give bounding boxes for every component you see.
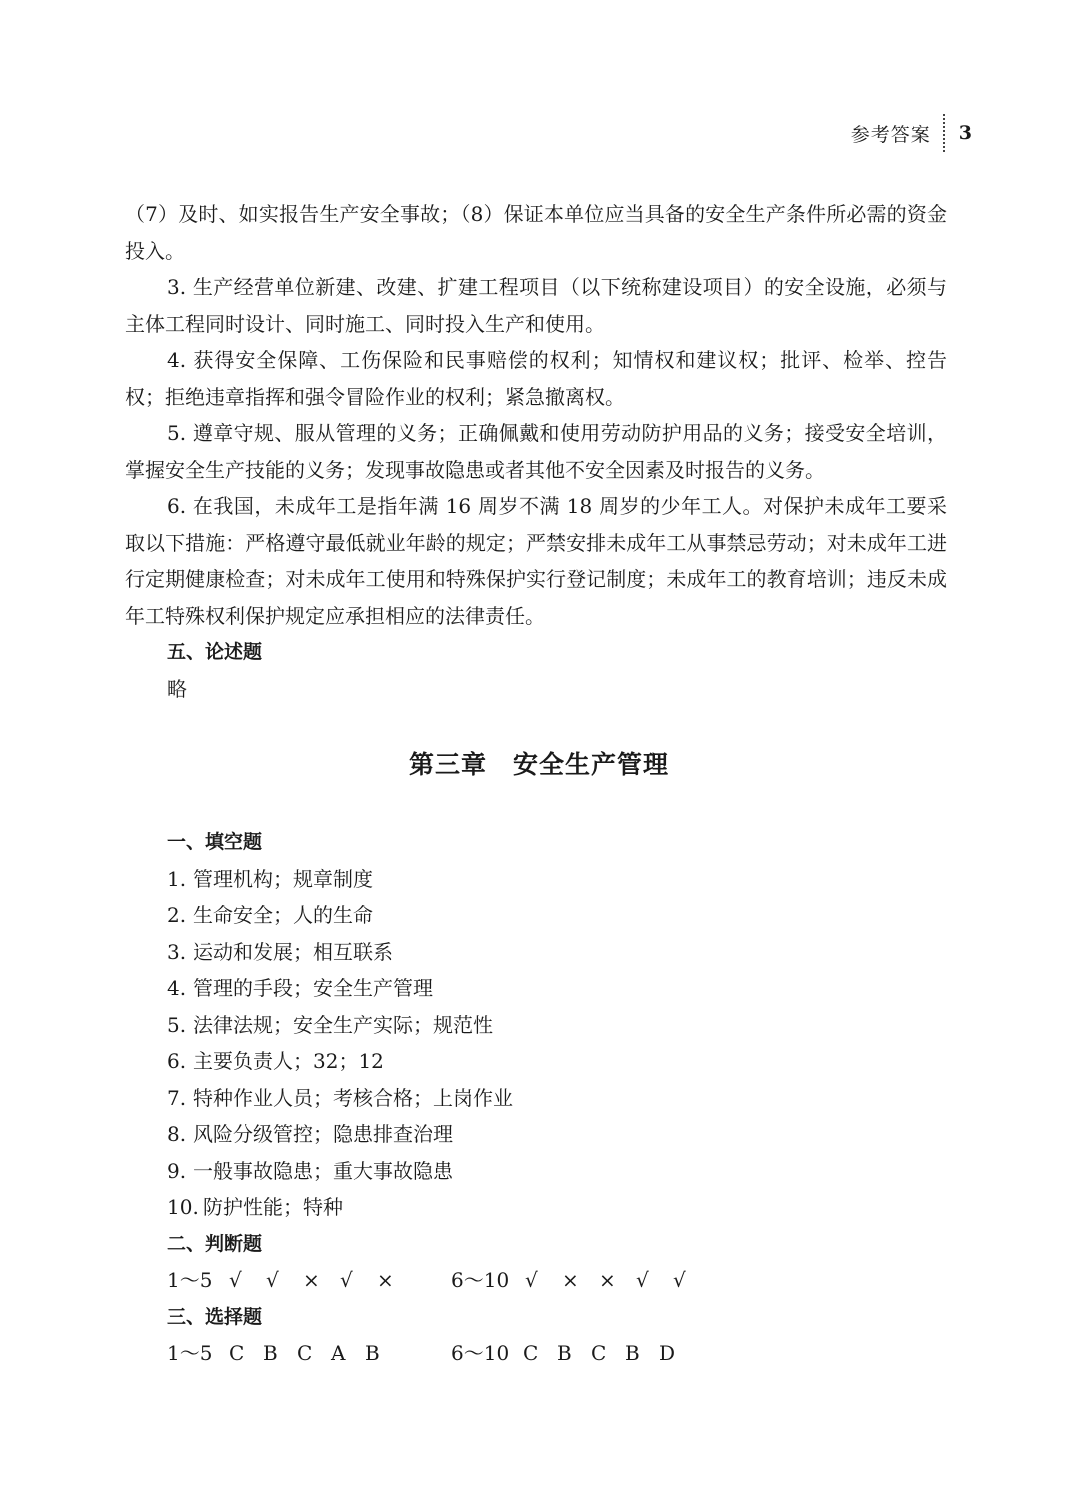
item-number: 1. <box>167 866 187 891</box>
answer-letter: B <box>365 1341 380 1365</box>
answer-row <box>167 1262 947 1299</box>
chapter3-answers <box>167 824 947 1372</box>
list-item <box>167 1007 947 1044</box>
paragraph: 5. 遵章守规、服从管理的义务；正确佩戴和使用劳动防护用品的义务；接受安全培训，掌握安全生产技能的义务；发现事故隐患或者其他不安全因素及时报告的义务。 <box>125 421 947 482</box>
answer-letter: B <box>263 1341 278 1365</box>
item-text: 法律法规；安全生产实际；规范性 <box>193 1012 493 1037</box>
list-item <box>167 861 947 898</box>
answer-letter: C <box>297 1341 313 1365</box>
paragraph: （7）及时、如实报告生产安全事故；（8）保证本单位应当具备的安全生产条件所必需的资金投入。 <box>125 202 947 263</box>
list-item <box>167 1189 947 1226</box>
answer-mark: × <box>377 1268 394 1292</box>
item-text: 防护性能；特种 <box>203 1195 343 1219</box>
header-label: 参考答案 <box>850 123 931 146</box>
answer-letter: B <box>625 1341 640 1365</box>
item-number: 6. <box>167 1049 187 1073</box>
answer-mark: √ <box>525 1268 538 1292</box>
list-item <box>167 1080 947 1117</box>
item-number: 9. <box>167 1158 187 1183</box>
item-text: 特种作业人员；考核合格；上岗作业 <box>193 1085 513 1110</box>
item-number: 2. <box>167 903 187 927</box>
list-item <box>167 1043 947 1080</box>
paragraph: 3. 生产经营单位新建、改建、扩建工程项目（以下统称建设项目）的安全设施，必须与主体工程同时设计、同时施工、同时投入生产和使用。 <box>125 275 947 336</box>
item-number: 3. <box>167 939 187 964</box>
page-number: 3 <box>958 122 972 144</box>
answer-range: 6～10 <box>451 1268 510 1292</box>
answer-letter: B <box>557 1341 572 1365</box>
section-heading: 五、论述题 <box>167 641 263 663</box>
item-text: 管理机构；规章制度 <box>193 866 373 891</box>
item-text: 运动和发展；相互联系 <box>193 939 393 964</box>
item-number: 4. <box>167 976 187 1000</box>
section-answer: 略 <box>167 676 187 701</box>
answer-range: 6～10 <box>451 1341 510 1365</box>
answer-mark: × <box>599 1268 616 1292</box>
answer-mark: × <box>303 1268 320 1292</box>
item-text: 生命安全；人的生命 <box>193 903 373 927</box>
item-text: 管理的手段；安全生产管理 <box>193 976 433 1000</box>
item-text: 一般事故隐患；重大事故隐患 <box>193 1158 453 1183</box>
answer-letter: C <box>591 1341 607 1365</box>
header-divider <box>943 114 945 152</box>
answer-mark: √ <box>673 1268 686 1292</box>
answer-letter: A <box>331 1341 346 1365</box>
item-text: 主要负责人；32；12 <box>193 1049 384 1073</box>
list-item <box>167 897 947 934</box>
chapter-number: 第三章 <box>408 750 487 779</box>
chapter-title <box>0 745 1078 781</box>
answer-group <box>451 1335 735 1372</box>
list-item <box>167 970 947 1007</box>
answer-mark: √ <box>340 1268 353 1292</box>
answer-mark: √ <box>266 1268 279 1292</box>
item-number: 7. <box>167 1085 187 1110</box>
answer-letter: C <box>523 1341 539 1365</box>
section-heading: 三、选择题 <box>167 1305 263 1328</box>
list-item <box>167 1153 947 1190</box>
section-heading: 一、填空题 <box>167 831 263 853</box>
answer-mark: × <box>562 1268 579 1292</box>
item-text: 风险分级管控；隐患排查治理 <box>193 1122 453 1146</box>
answer-group <box>167 1262 451 1299</box>
chapter-name: 安全生产管理 <box>513 750 670 779</box>
answer-group <box>451 1262 735 1299</box>
answer-letter: D <box>659 1341 676 1365</box>
answer-mark: √ <box>636 1268 649 1292</box>
section-heading: 二、判断题 <box>167 1232 263 1255</box>
list-item <box>167 1116 947 1153</box>
item-number: 5. <box>167 1012 187 1037</box>
paragraph: 6. 在我国，未成年工是指年满 16 周岁不满 18 周岁的少年工人。对保护未成年工要采取以下措施：严格遵守最低就业年龄的规定；严禁安排未成年工从事禁忌劳动；对未成年工进行定期健康检查；对未成年工使用和特殊保护实行登记制度；未成年工的教育培训；违反未成年工特殊权利保护规定应承担相应的法律责任。 <box>125 494 947 628</box>
answer-range: 1～5 <box>167 1268 213 1292</box>
paragraph: 4. 获得安全保障、工伤保险和民事赔偿的权利；知情权和建议权；批评、检举、控告权；拒绝违章指挥和强令冒险作业的权利；紧急撤离权。 <box>125 348 947 409</box>
answer-range: 1～5 <box>167 1341 213 1365</box>
list-item <box>167 934 947 971</box>
answer-row <box>167 1335 947 1372</box>
item-number: 8. <box>167 1122 187 1146</box>
answer-letter: C <box>229 1341 245 1365</box>
answer-mark: √ <box>229 1268 242 1292</box>
item-number: 10. <box>167 1195 199 1219</box>
running-header <box>851 118 972 148</box>
answer-group <box>167 1335 451 1372</box>
chapter2-answers <box>125 196 947 707</box>
